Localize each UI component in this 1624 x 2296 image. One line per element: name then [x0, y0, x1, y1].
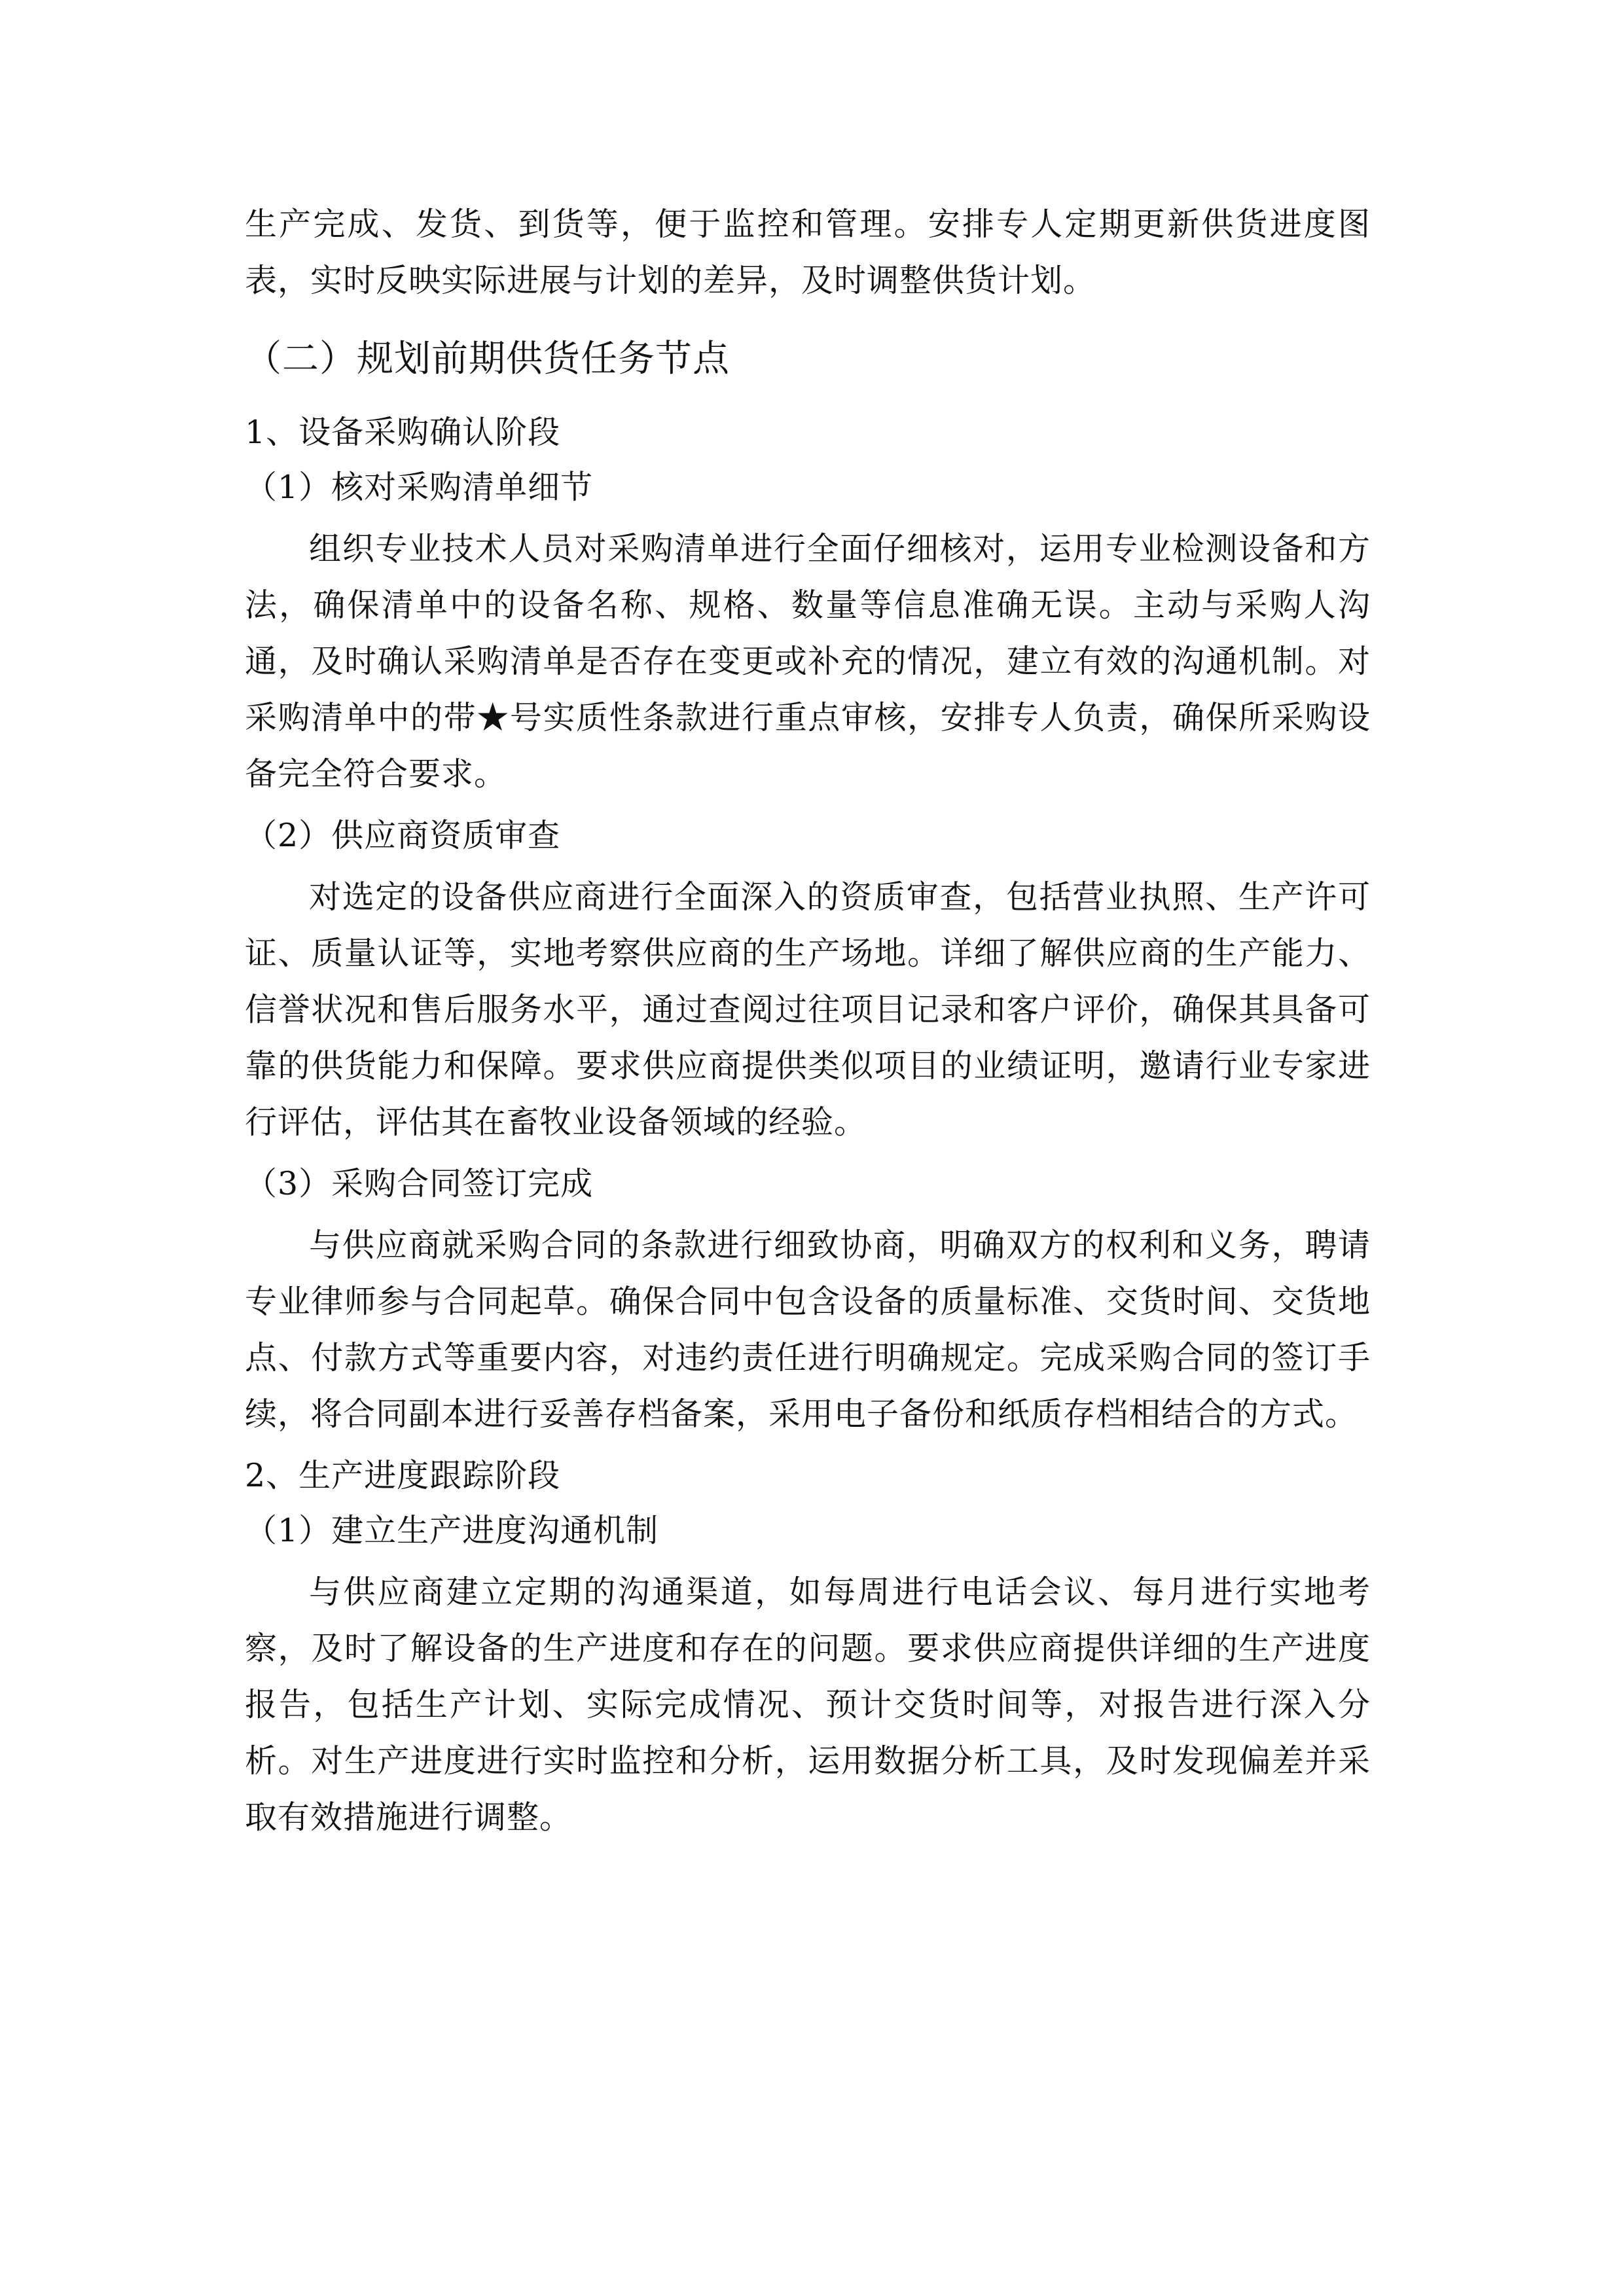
item-1-1-body: 组织专业技术人员对采购清单进行全面仔细核对，运用专业检测设备和方法，确保清单中的设备名称、规格、数量等信息准确无误。主动与采购人沟通，及时确认采购清单是否存在变更或补充的情况，建立有效的沟通机制。对采购清单中的带★号实质性条款进行重点审核，安排专人负责，确保所采购设备完全符合要求。: [245, 530, 1371, 793]
document-body: [245, 196, 1371, 1846]
item-1-2-title: （2）供应商资质审查: [245, 817, 561, 854]
item-1-3-body: 与供应商就采购合同的条款进行细致协商，明确双方的权利和义务，聘请专业律师参与合同起草。确保合同中包含设备的质量标准、交货时间、交货地点、付款方式等重要内容，对违约责任进行明确规定。完成采购合同的签订手续，将合同副本进行妥善存档备案，采用电子备份和纸质存档相结合的方式。: [245, 1227, 1371, 1433]
item-1-1-title: （1）核对采购清单细节: [245, 469, 594, 506]
item-2-1-title: （1）建立生产进度沟通机制: [245, 1512, 659, 1549]
item-1-2-body: 对选定的设备供应商进行全面深入的资质审查，包括营业执照、生产许可证、质量认证等，实地考察供应商的生产场地。详细了解供应商的生产能力、信誉状况和售后服务水平，通过查阅过往项目记录和客户评价，确保其具备可靠的供货能力和保障。要求供应商提供类似项目的业绩证明，邀请行业专家进行评估，评估其在畜牧业设备领域的经验。: [245, 878, 1371, 1141]
intro-paragraph: 生产完成、发货、到货等，便于监控和管理。安排专人定期更新供货进度图表，实时反映实际进展与计划的差异，及时调整供货计划。: [245, 206, 1371, 299]
section-title: （二）规划前期供货任务节点: [245, 338, 730, 380]
item-2-1-body: 与供应商建立定期的沟通渠道，如每周进行电话会议、每月进行实地考察，及时了解设备的生产进度和存在的问题。要求供应商提供详细的生产进度报告，包括生产计划、实际完成情况、预计交货时间等，对报告进行深入分析。对生产进度进行实时监控和分析，运用数据分析工具，及时发现偏差并采取有效措施进行调整。: [245, 1573, 1371, 1836]
stage-1-title: 1、设备采购确认阶段: [245, 414, 561, 451]
stage-2-title: 2、生产进度跟踪阶段: [245, 1457, 561, 1494]
item-1-3-title: （3）采购合同签订完成: [245, 1165, 594, 1202]
